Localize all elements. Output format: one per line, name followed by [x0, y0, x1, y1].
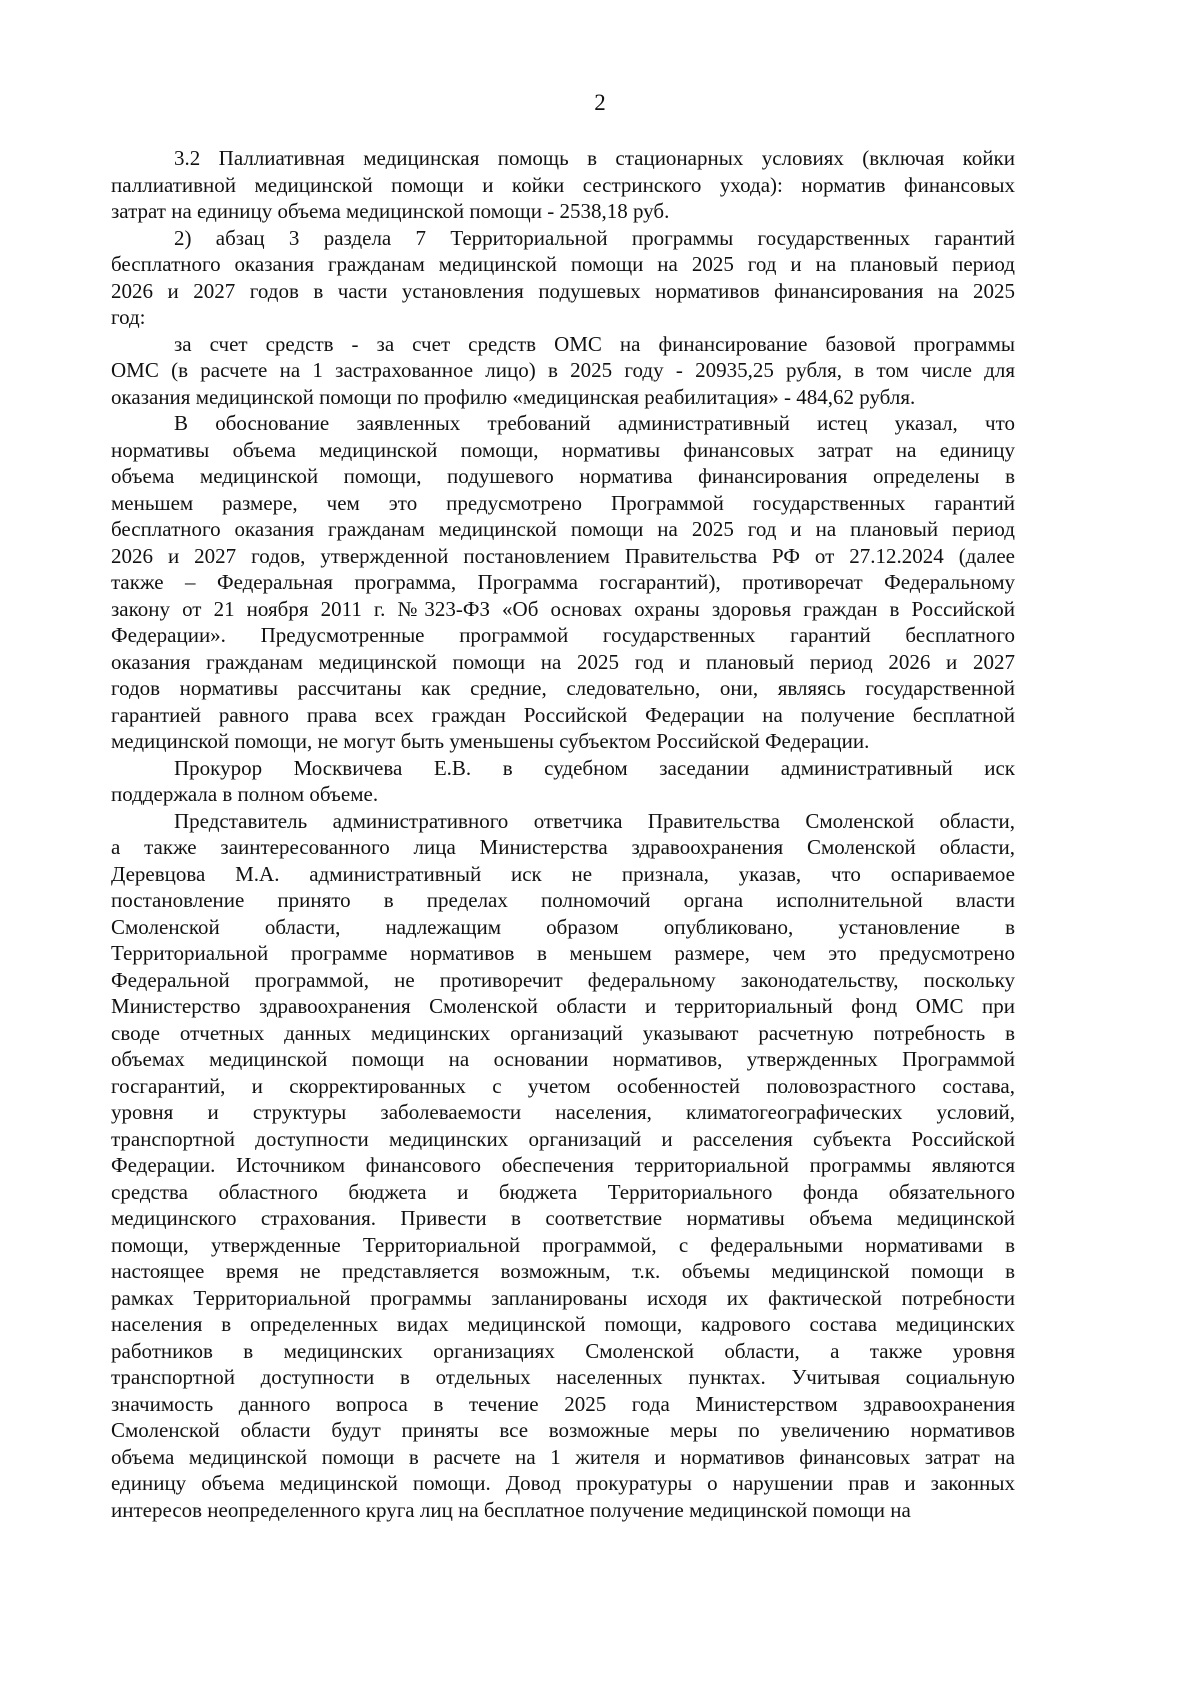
- text-line: также – Федеральная программа, Программа госгарантий), противоречат Федеральному: [111, 570, 1015, 594]
- text-line: уровня и структуры заболеваемости населения, климатогеографических условий,: [111, 1100, 1015, 1124]
- text-line: годов нормативы рассчитаны как средние, следовательно, они, являясь государственной: [111, 676, 1015, 700]
- text-line: нормативы объема медицинской помощи, нормативы финансовых затрат на единицу: [111, 437, 1015, 462]
- text-line: Министерство здравоохранения Смоленской области и территориальный фонд ОМС при: [111, 994, 1015, 1018]
- text-line: рамках Территориальной программы запланированы исходя их фактической потребности: [111, 1285, 1015, 1310]
- text-line: транспортной доступности в отдельных населенных пунктах. Учитывая социальную: [111, 1365, 1015, 1389]
- text-line: населения в определенных видах медицинской помощи, кадрового состава медицинских: [111, 1312, 1015, 1336]
- text-line: интересов неопределенного круга лиц на бесплатное получение медицинской помощи на: [111, 1497, 911, 1522]
- paragraph: [111, 145, 1015, 225]
- text-line: гарантией равного права всех граждан Российской Федерации на получение бесплатной: [111, 702, 1015, 727]
- text-line: работников в медицинских организациях Смоленской области, а также уровня: [111, 1338, 1015, 1363]
- text-line: транспортной доступности медицинских организаций и расселения субъекта Российской: [111, 1126, 1015, 1151]
- text-line: паллиативной медицинской помощи и койки сестринского ухода): норматив финансовых: [111, 172, 1015, 197]
- text-line: объема медицинской помощи, подушевого норматива финансирования определены в: [111, 464, 1015, 488]
- text-line: ОМС (в расчете на 1 застрахованное лицо) в 2025 году - 20935,25 рубля, в том числе для: [111, 358, 1015, 382]
- text-line: Деревцова М.А. административный иск не признала, указав, что оспариваемое: [111, 861, 1015, 886]
- text-line: 3.2 Паллиативная медицинская помощь в стационарных условиях (включая койки: [174, 146, 1015, 170]
- text-line: меньшем размере, чем это предусмотрено Программой государственных гарантий: [111, 490, 1015, 515]
- text-line: объемах медицинской помощи на основании нормативов, утвержденных Программой: [111, 1047, 1015, 1071]
- text-line: 2026 и 2027 годов, утвержденной постановлением Правительства РФ от 27.12.2024 (далее: [111, 543, 1015, 568]
- text-line: 2) абзац 3 раздела 7 Территориальной программы государственных гарантий: [174, 225, 1015, 250]
- text-line: объема медицинской помощи в расчете на 1 жителя и нормативов финансовых затрат на: [111, 1444, 1015, 1469]
- text-line: Представитель административного ответчика Правительства Смоленской области,: [174, 808, 1015, 833]
- text-line: Смоленской области будут приняты все возможные меры по увеличению нормативов: [111, 1418, 1015, 1442]
- paragraph: [111, 755, 1015, 808]
- text-line: бесплатного оказания гражданам медицинской помощи на 2025 год и на плановый период: [111, 517, 1015, 541]
- paragraph: [111, 331, 1015, 411]
- text-line: год:: [111, 305, 146, 329]
- paragraph: [111, 808, 1015, 1524]
- text-line: оказания гражданам медицинской помощи на 2025 год и плановый период 2026 и 2027: [111, 649, 1015, 674]
- text-line: Прокурор Москвичева Е.В. в судебном заседании административный иск: [174, 755, 1015, 780]
- text-line: единицу объема медицинской помощи. Довод прокуратуры о нарушении прав и законных: [111, 1471, 1015, 1495]
- text-line: Территориальной программе нормативов в меньшем размере, чем это предусмотрено: [111, 941, 1015, 965]
- text-line: бесплатного оказания гражданам медицинской помощи на 2025 год и на плановый период: [111, 252, 1015, 276]
- text-line: постановление принято в пределах полномочий органа исполнительной власти: [111, 888, 1015, 912]
- text-line: поддержала в полном объеме.: [111, 782, 379, 806]
- text-line: помощи, утвержденные Территориальной программой, с федеральными нормативами в: [111, 1232, 1015, 1257]
- text-line: медицинского страхования. Привести в соответствие нормативы объема медицинской: [111, 1206, 1015, 1230]
- text-line: настоящее время не представляется возможным, т.к. объемы медицинской помощи в: [111, 1259, 1015, 1283]
- text-line: значимость данного вопроса в течение 2025 года Министерством здравоохранения: [111, 1391, 1015, 1416]
- paragraph: [111, 225, 1015, 331]
- text-line: госгарантий, и скорректированных с учетом особенностей половозрастного состава,: [111, 1073, 1015, 1098]
- text-line: за счет средств - за счет средств ОМС на финансирование базовой программы: [174, 331, 1015, 356]
- text-line: Федерации». Предусмотренные программой государственных гарантий бесплатного: [111, 623, 1015, 647]
- text-line: оказания медицинской помощи по профилю «медицинская реабилитация» - 484,62 рубля.: [111, 384, 916, 409]
- paragraph: [111, 410, 1015, 755]
- text-line: средства областного бюджета и бюджета Территориального фонда обязательного: [111, 1179, 1015, 1204]
- text-line: Федерации. Источником финансового обеспечения территориальной программы являются: [111, 1153, 1015, 1177]
- text-line: Смоленской области, надлежащим образом опубликовано, установление в: [111, 914, 1015, 939]
- text-line: 2026 и 2027 годов в части установления подушевых нормативов финансирования на 2025: [111, 278, 1015, 303]
- text-line: своде отчетных данных медицинских организаций указывают расчетную потребность в: [111, 1020, 1015, 1045]
- text-line: а также заинтересованного лица Министерства здравоохранения Смоленской области,: [111, 835, 1015, 859]
- text-line: медицинской помощи, не могут быть уменьшены субъектом Российской Федерации.: [111, 729, 870, 753]
- text-line: затрат на единицу объема медицинской помощи - 2538,18 руб.: [111, 199, 670, 223]
- document-body: [111, 145, 1015, 1523]
- text-line: Федеральной программой, не противоречит федеральному законодательству, поскольку: [111, 967, 1015, 992]
- text-line: закону от 21 ноября 2011 г. №323-ФЗ «Об основах охраны здоровья граждан в Российской: [111, 596, 1015, 621]
- page-number: 2: [594, 90, 606, 115]
- text-line: В обоснование заявленных требований административный истец указал, что: [174, 411, 1015, 435]
